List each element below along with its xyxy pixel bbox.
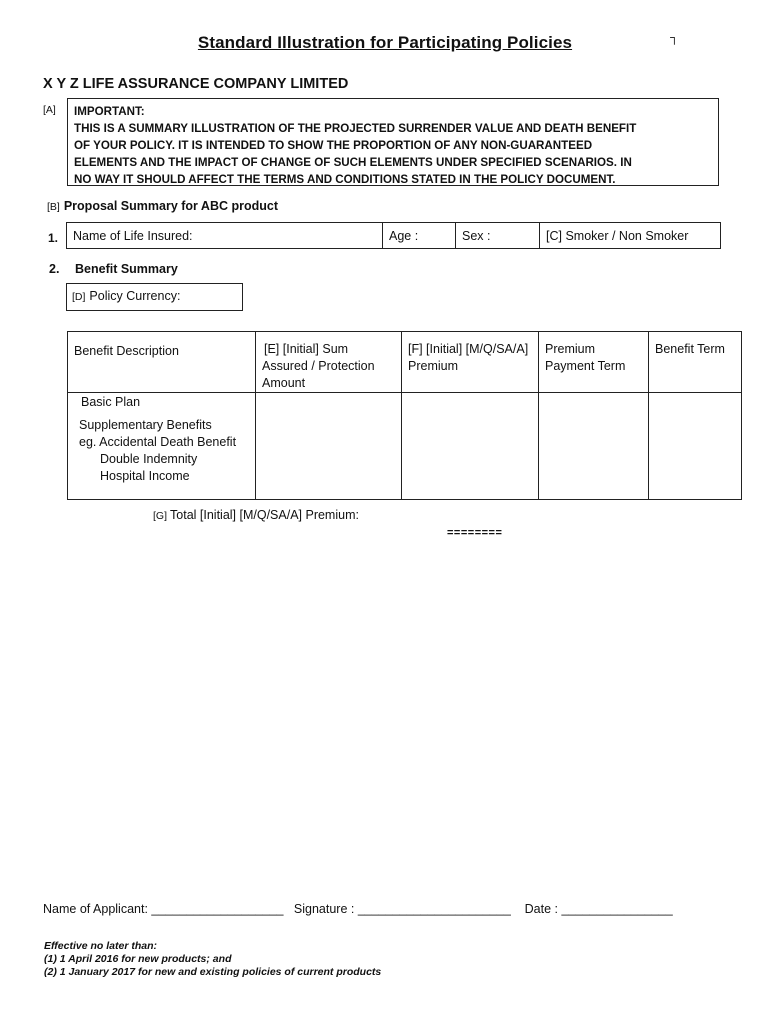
age-field[interactable]: Age : [383,223,456,248]
effective-note [44,940,381,979]
header-benefit-description: Benefit Description [68,332,256,393]
section-b-heading [47,199,278,213]
sex-field[interactable]: Sex : [456,223,540,248]
important-label: [A] [43,104,56,116]
policy-currency-field[interactable] [66,283,243,311]
effective-line-1: (1) 1 April 2016 for new products; and [44,953,232,965]
supplementary-label: Supplementary Benefits [79,418,212,432]
total-premium [153,508,359,522]
insured-details-row [66,222,721,249]
important-line-4: NO WAY IT SHOULD AFFECT THE TERMS AND CONDITIONS STATED IN THE POLICY DOCUMENT. [74,173,616,186]
accidental-death-label: eg. Accidental Death Benefit [79,435,237,449]
effective-line-2: (2) 1 January 2017 for new and existing policies of current products [44,966,382,978]
total-label: [G] [153,510,168,522]
payment-term-cell[interactable] [539,393,649,500]
header-premium: [F] [Initial] [M/Q/SA/A] Premium [402,332,539,393]
effective-heading: Effective no later than: [44,940,157,952]
sum-assured-cell[interactable] [256,393,402,500]
important-line-1: THIS IS A SUMMARY ILLUSTRATION OF THE PROJECTED SURRENDER VALUE AND DEATH BENEFIT [74,122,637,135]
currency-label: [D] [72,291,86,303]
total-text: Total [Initial] [M/Q/SA/A] Premium: [170,508,359,522]
important-line-2: OF YOUR POLICY. IT IS INTENDED TO SHOW THE PROPORTION OF ANY NON-GUARANTEED [74,139,593,152]
currency-text: Policy Currency: [89,289,181,303]
basic-plan-label: Basic Plan [81,395,141,409]
important-notice-box [67,98,719,186]
benefit-term-cell[interactable] [649,393,742,500]
header-benefit-term: Benefit Term [649,332,742,393]
important-line-3: ELEMENTS AND THE IMPACT OF CHANGE OF SUCH ELEMENTS UNDER SPECIFIED SCENARIOS. IN [74,156,632,169]
row1-number: 1. [48,231,59,245]
section-2-title: Benefit Summary [75,262,178,276]
smoker-field[interactable]: [C] Smoker / Non Smoker [546,229,689,243]
section-2-number: 2. [49,262,60,276]
premium-cell[interactable] [402,393,539,500]
benefit-table [67,331,742,500]
hospital-income-label: Hospital Income [100,469,190,483]
page-title: Standard Illustration for Participating Policies [197,33,573,52]
section-b-label: [B] [47,201,60,213]
signature-line[interactable]: Name of Applicant: ___________________ Signature : ______________________ Date : ________________ [43,902,673,916]
section-b-title: Proposal Summary for ABC product [63,199,278,213]
total-underline: ======== [447,527,503,539]
corner-mark: ┐ [670,30,679,44]
header-sum-assured: [E] [Initial] Sum Assured / Protection Amount [256,332,402,393]
company-name: X Y Z LIFE ASSURANCE COMPANY LIMITED [43,76,349,92]
benefit-table-body-row [68,393,742,500]
benefit-description-cell [68,393,256,500]
double-indemnity-label: Double Indemnity [100,452,198,466]
header-payment-term: Premium Payment Term [539,332,649,393]
benefit-table-header [68,332,742,393]
life-insured-name-field[interactable]: Name of Life Insured: [67,223,383,248]
important-heading: IMPORTANT: [74,105,145,118]
